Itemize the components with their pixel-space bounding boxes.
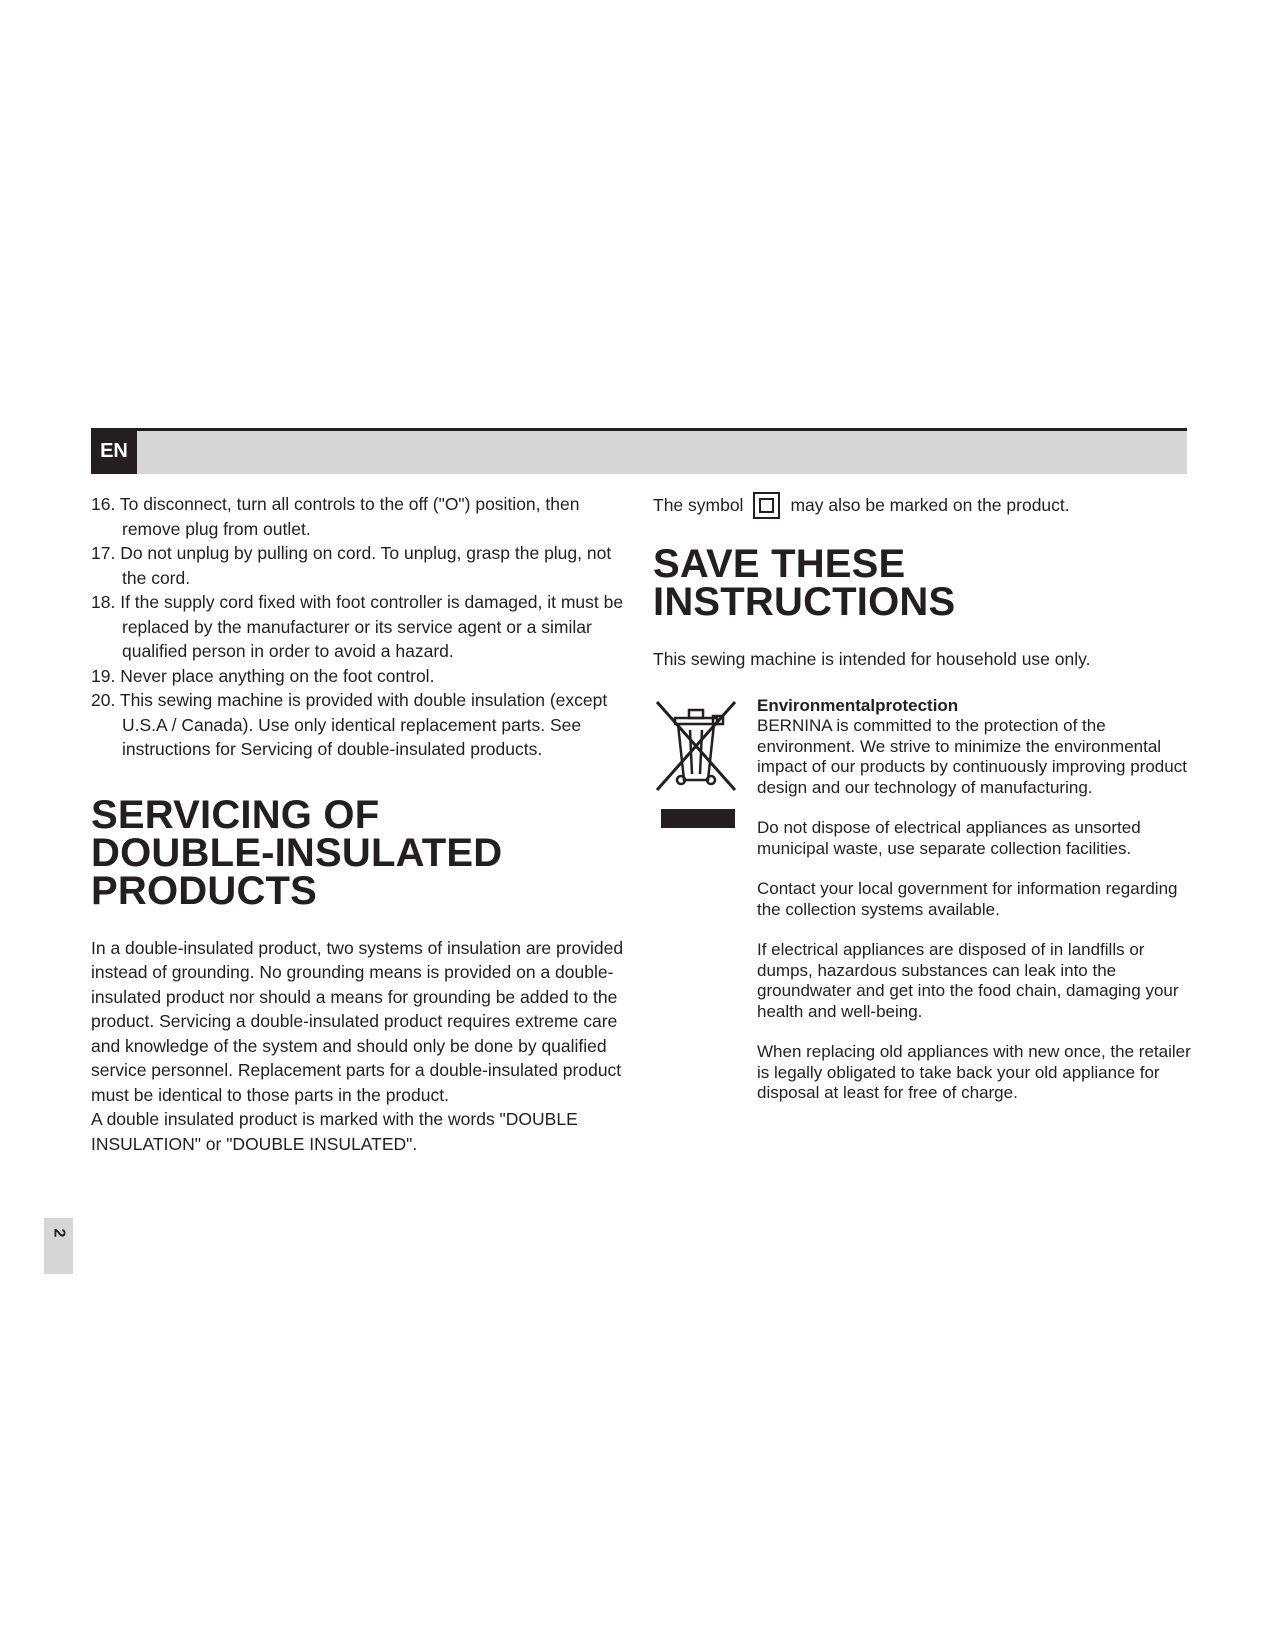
symbol-line: The symbol may also be marked on the product. (653, 492, 1193, 519)
list-item: 16. To disconnect, turn all controls to the off ("O") position, then remove plug from outlet. (91, 494, 580, 539)
servicing-paragraph: In a double-insulated product, two systems of insulation are provided instead of grounding. No grounding means is provided on a double-insulated product nor should a means for grounding be added to the product. Servicing a double-insulated product requires extreme care and knowledge of the system and should only be done by qualified service personnel. Replacement parts for a double-insulated product must be identical to those parts in the product. (91, 937, 624, 1105)
list-item: 18. If the supply cord fixed with foot controller is damaged, it must be replaced by the manufacturer or its service agent or a similar qualified person in order to avoid a hazard. (91, 592, 624, 661)
save-instructions-heading: SAVE THESE INSTRUCTIONS (653, 542, 956, 624)
environment-section (653, 696, 1193, 1104)
household-use-text: This sewing machine is intended for household use only. (653, 649, 1091, 669)
environment-paragraph: Contact your local government for information regarding the collection systems available. (757, 879, 1178, 919)
list-item: 17. Do not unplug by pulling on cord. To unplug, grasp the plug, not the cord. (91, 543, 612, 588)
list-item: 20. This sewing machine is provided with double insulation (except U.S.A / Canada). Use only identical replacement parts. See instructions for Servicing of double-insulated products. (91, 690, 608, 759)
language-tab: EN (91, 428, 137, 474)
double-insulation-icon (753, 492, 780, 519)
crossed-bin-icon (653, 696, 739, 828)
servicing-marking-paragraph: A double insulated product is marked with the words "DOUBLE INSULATION" or "DOUBLE INSULATED". (91, 1109, 578, 1154)
left-column (91, 492, 626, 1156)
environment-title: Environmentalprotection (757, 695, 959, 715)
servicing-heading: SERVICING OF DOUBLE-INSULATED PRODUCTS (91, 792, 503, 913)
environment-paragraph: BERNINA is committed to the protection of the environment. We strive to minimize the environmental impact of our products by continuously improving product design and our technology of manufacturing. (757, 716, 1187, 797)
safety-list (91, 492, 626, 762)
header-bar (91, 428, 1187, 474)
environment-paragraph: When replacing old appliances with new once, the retailer is legally obligated to take back your old appliance for disposal at least for free of charge. (757, 1042, 1191, 1102)
environment-paragraph: If electrical appliances are disposed of in landfills or dumps, hazardous substances can leak into the groundwater and get into the food chain, damaging your health and well-being. (757, 940, 1179, 1021)
page-number: 2 (44, 1218, 73, 1274)
list-item: 19. Never place anything on the foot control. (91, 665, 435, 686)
right-column (653, 492, 1193, 1124)
environment-paragraph: Do not dispose of electrical appliances as unsorted municipal waste, use separate collection facilities. (757, 818, 1141, 858)
